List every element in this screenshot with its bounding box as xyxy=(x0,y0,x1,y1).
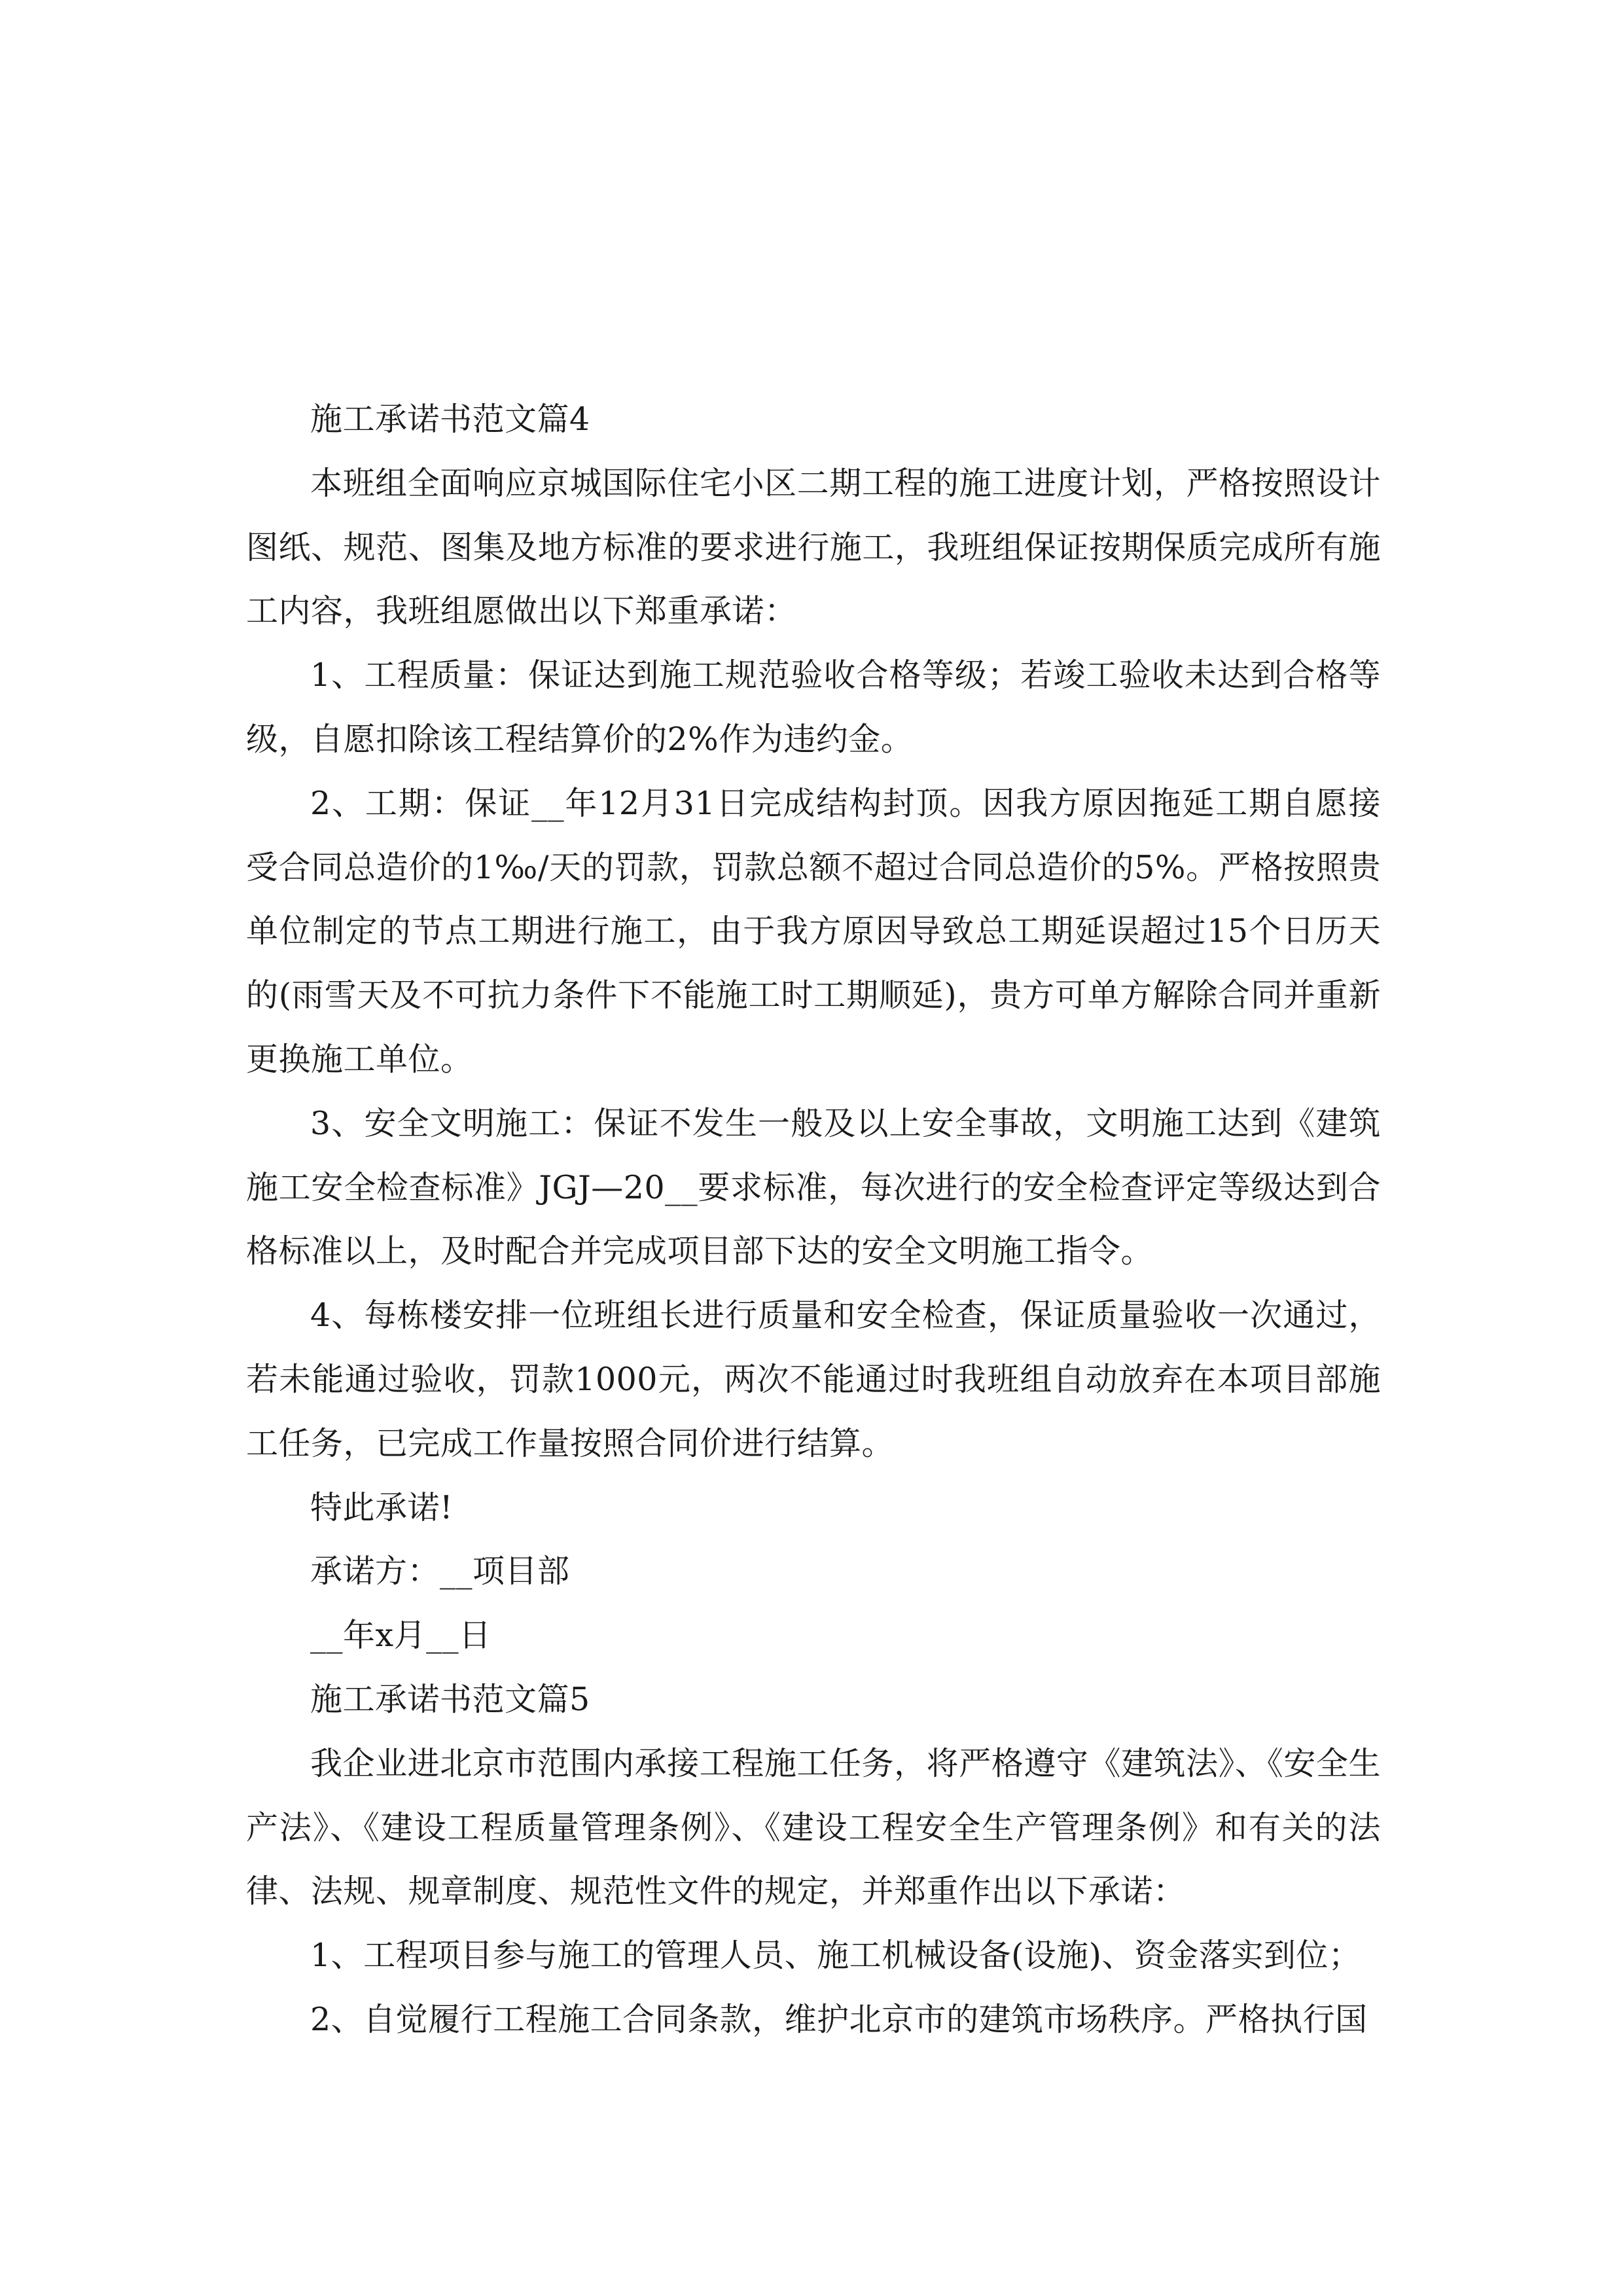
paragraph: 本班组全面响应京城国际住宅小区二期工程的施工进度计划，严格按照设计图纸、规范、图集及地方标准的要求进行施工，我班组保证按期保质完成所有施工内容，我班组愿做出以下郑重承诺： xyxy=(246,464,1381,630)
closing-statement: 特此承诺! xyxy=(310,1488,454,1526)
document-body xyxy=(246,387,1381,2052)
paragraph: 3、安全文明施工：保证不发生一般及以上安全事故，文明施工达到《建筑施工安全检查标准》JGJ—20__要求标准，每次进行的安全检查评定等级达到合格标准以上，及时配合并完成项目部下达的安全文明施工指令。 xyxy=(246,1104,1381,1270)
paragraph: 2、工期：保证__年12月31日完成结构封顶。因我方原因拖延工期自愿接受合同总造价的1‰/天的罚款，罚款总额不超过合同总造价的5%。严格按照贵单位制定的节点工期进行施工，由于我方原因导致总工期延误超过15个日历天的(雨雪天及不可抗力条件下不能施工时工期顺延)，贵方可单方解除合同并重新更换施工单位。 xyxy=(246,784,1382,1078)
section-heading-4: 施工承诺书范文篇4 xyxy=(310,401,590,438)
section-heading-5: 施工承诺书范文篇5 xyxy=(310,1680,590,1718)
paragraph: 2、自觉履行工程施工合同条款，维护北京市的建筑市场秩序。严格执行国 xyxy=(310,2000,1368,2038)
date-line: __年x月__日 xyxy=(310,1617,491,1655)
paragraph: 4、每栋楼安排一位班组长进行质量和安全检查，保证质量验收一次通过，若未能通过验收，罚款1000元，两次不能通过时我班组自动放弃在本项目部施工任务，已完成工作量按照合同价进行结算。 xyxy=(246,1297,1381,1462)
paragraph: 1、工程质量：保证达到施工规范验收合格等级；若竣工验收未达到合格等级，自愿扣除该工程结算价的2%作为违约金。 xyxy=(246,656,1381,758)
paragraph: 我企业进北京市范围内承接工程施工任务，将严格遵守《建筑法》、《安全生产法》、《建设工程质量管理条例》、《建设工程安全生产管理条例》和有关的法律、法规、规章制度、规范性文件的规定，并郑重作出以下承诺： xyxy=(246,1744,1381,1910)
paragraph: 1、工程项目参与施工的管理人员、施工机械设备(设施)、资金落实到位； xyxy=(310,1937,1361,1975)
signatory-line: 承诺方：__项目部 xyxy=(310,1552,570,1590)
